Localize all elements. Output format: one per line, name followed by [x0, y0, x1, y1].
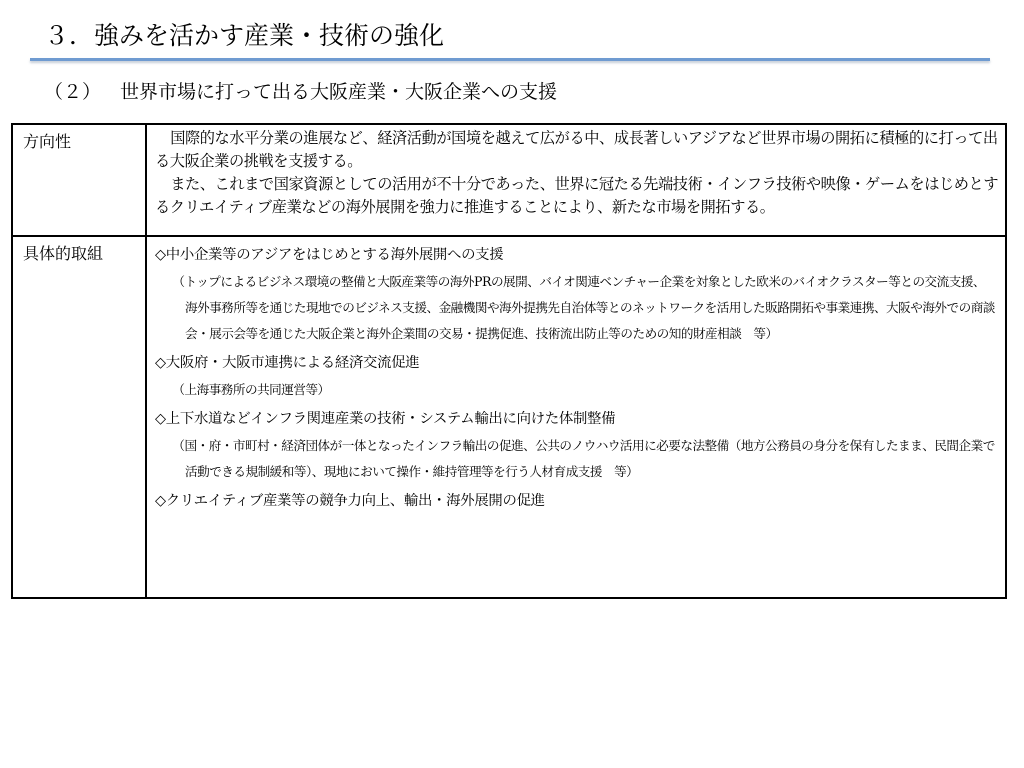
initiative-heading-3: ◇上下水道などインフラ関連産業の技術・システム輸出に向けた体制整備 — [155, 411, 616, 427]
initiative-detail-3: （国・府・市町村・経済団体が一体となったインフラ輸出の促進、公共のノウハウ活用に必要な法整備（地方公務員の身分を保有したまま、民間企業で活動できる規制緩和等）、現地において操作・維持管理等を行う人材育成支援 等） — [172, 438, 995, 479]
initiative-detail-1: （トップによるビジネス環境の整備と大阪産業等の海外PRの展開、バイオ関連ベンチャー企業を対象とした欧米のバイオクラスター等との交流支援、海外事務所等を通じた現地でのビジネス支援、金融機関や海外提携先自治体等とのネットワークを活用した販路開拓や事業連携、大阪や海外での商談会・展示会等を通じた大阪企業と海外企業間の交易・提携促進、技術流出防止等のための知的財産相談 等） — [172, 274, 995, 341]
table-row-direction — [12, 124, 1006, 236]
subtitle-text: 世界市場に打って出る大阪産業・大阪企業への支援 — [120, 81, 558, 103]
table-row-initiatives — [12, 236, 1006, 598]
initiatives-content — [146, 236, 1006, 598]
row-label-initiatives: 具体的取組 — [12, 236, 146, 598]
initiative-detail-2: （上海事務所の共同運営等） — [172, 382, 330, 397]
policy-table — [11, 123, 1007, 599]
direction-paragraph-2: また、これまで国家資源としての活用が不十分であった、世界に冠たる先端技術・インフラ技術や映像・ゲームをはじめとするクリエイティブ産業などの海外展開を強力に推進することにより、新たな市場を開拓する。 — [155, 175, 999, 216]
initiative-heading-2: ◇大阪府・大阪市連携による経済交流促進 — [155, 355, 420, 371]
initiative-heading-4: ◇クリエイティブ産業等の競争力向上、輸出・海外展開の促進 — [155, 493, 545, 509]
initiative-heading-1: ◇中小企業等のアジアをはじめとする海外展開への支援 — [155, 247, 504, 263]
title-underline — [30, 58, 990, 61]
section-subtitle — [44, 78, 557, 106]
subtitle-number: （２） — [44, 81, 102, 103]
slide-title: ３．強みを活かす産業・技術の強化 — [44, 21, 445, 50]
row-label-direction: 方向性 — [12, 124, 146, 236]
direction-content — [146, 124, 1006, 236]
direction-paragraph-1: 国際的な水平分業の進展など、経済活動が国境を越えて広がる中、成長著しいアジアなど世界市場の開拓に積極的に打って出る大阪企業の挑戦を支援する。 — [155, 129, 998, 170]
